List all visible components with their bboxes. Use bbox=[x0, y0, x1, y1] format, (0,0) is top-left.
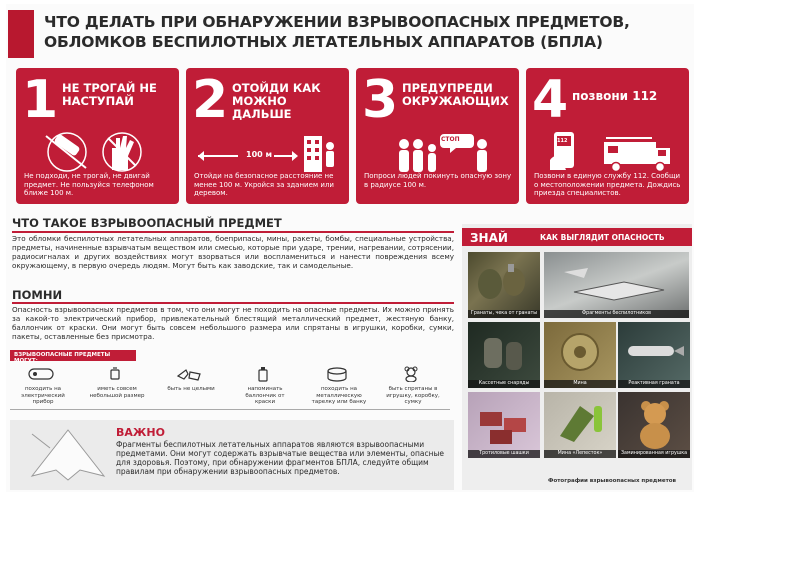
phone-number-label: 112 bbox=[557, 138, 568, 144]
no-touch-icon bbox=[24, 130, 171, 174]
thing-label: походить на металлическую тарелку или банку bbox=[311, 386, 367, 405]
device-icon bbox=[26, 366, 56, 382]
step-description: Попроси людей покинуть опасную зону в радиусе 100 м. bbox=[364, 172, 512, 189]
mine-icon bbox=[544, 322, 616, 388]
photo-caption: Реактивная граната bbox=[618, 380, 690, 388]
poster bbox=[6, 4, 694, 492]
section-divider bbox=[12, 231, 454, 233]
grenade-icon bbox=[468, 252, 540, 318]
step-card-1 bbox=[16, 68, 179, 204]
step-description: Отойди на безопасное расстояние не менее 100 м. Укройся за зданием или деревом. bbox=[194, 172, 334, 197]
step-number: 4 bbox=[532, 70, 569, 130]
photo-grenades bbox=[468, 252, 540, 318]
step-heading: ОТОЙДИ КАК МОЖНО ДАЛЬШЕ bbox=[232, 81, 321, 121]
step-heading: НЕ ТРОГАЙ НЕ НАСТУПАЙ bbox=[62, 81, 157, 108]
thing-item bbox=[88, 364, 146, 408]
broken-item-icon bbox=[174, 366, 204, 382]
thing-item bbox=[14, 364, 72, 408]
step-number: 2 bbox=[192, 70, 229, 130]
photo-mine bbox=[544, 322, 616, 388]
important-text: Фрагменты беспилотных летательных аппаратов являются взрывоопасными предметами. Они могут содержать взрывчатые вещества или элементы, опасные для здоровья. Поэтому, при обнаружении фрагментов БПЛА, следуйте общим правилам при обнаружении взрывоопасных предметов. bbox=[116, 440, 445, 476]
photo-caption: Мина bbox=[544, 380, 616, 388]
photo-caption: Гранаты, чека от гранаты bbox=[468, 310, 540, 318]
what-is-text: Это обломки беспилотных летательных аппаратов, боеприпасы, мины, ракеты, бомбы, специальные устройства, предметы, начиненные взрывчатым веществом или смесью, которые при ударе, трении, нагревании, сотрясении, радиосигналах и других воздействиях могут взорваться или воспламениться и нанести повреждения всему окружающему, в первую очередь людям. Могут быть как заводские, так и самодельные. bbox=[12, 234, 454, 270]
know-panel bbox=[462, 224, 692, 490]
step-number: 1 bbox=[22, 70, 59, 130]
thing-label: напоминать баллончик от краски bbox=[245, 386, 285, 405]
photo-rocket-grenade bbox=[618, 322, 690, 388]
step-card-2 bbox=[186, 68, 349, 204]
photo-caption: Заминированная игрушка bbox=[618, 450, 690, 458]
important-title: ВАЖНО bbox=[116, 426, 165, 439]
photo-caption: Кассетные снаряды bbox=[468, 380, 540, 388]
petal-mine-icon bbox=[544, 392, 616, 458]
thing-label: быть спрятаны в игрушку, коробку, сумку bbox=[386, 386, 440, 405]
people-warning-icon bbox=[364, 130, 511, 174]
what-is-title: ЧТО ТАКОЕ ВЗРЫВООПАСНЫЙ ПРЕДМЕТ bbox=[12, 216, 282, 230]
drone-fragment-icon bbox=[544, 252, 689, 318]
section-divider bbox=[12, 302, 454, 304]
tnt-block-icon bbox=[468, 392, 540, 458]
photo-caption: Фрагменты беспилотников bbox=[544, 310, 689, 318]
photos-footer-caption: Фотографии взрывоопасных предметов bbox=[548, 478, 677, 484]
spray-can-icon bbox=[248, 366, 278, 382]
distance-label: 100 м bbox=[246, 150, 273, 159]
photo-booby-trapped-toy bbox=[618, 392, 690, 458]
thing-label: иметь совсем небольшой размер bbox=[89, 386, 145, 399]
phone-fire-truck-icon bbox=[534, 130, 681, 174]
small-item-icon bbox=[100, 366, 130, 382]
photo-caption: Мина «Лепесток» bbox=[544, 450, 616, 458]
remember-title: ПОМНИ bbox=[12, 288, 63, 302]
drone-silhouette-icon bbox=[28, 426, 108, 484]
step-number: 3 bbox=[362, 70, 399, 130]
photo-drone-fragments bbox=[544, 252, 689, 318]
thing-item bbox=[384, 364, 442, 408]
teddy-bear-icon bbox=[618, 392, 690, 458]
thing-item bbox=[236, 364, 294, 408]
thing-label: быть не целыми bbox=[167, 386, 215, 392]
cluster-shell-icon bbox=[468, 322, 540, 388]
thing-label: походить на электрический прибор bbox=[21, 386, 65, 405]
know-header-bar bbox=[462, 228, 692, 246]
poster-title: ЧТО ДЕЛАТЬ ПРИ ОБНАРУЖЕНИИ ВЗРЫВООПАСНЫХ ПРЕДМЕТОВ, ОБЛОМКОВ БЕСПИЛОТНЫХ ЛЕТАТЕЛЬНЫХ АППАРАТОВ (БПЛА) bbox=[44, 13, 630, 51]
step-description: Не подходи, не трогай, не двигай предмет. Не пользуйся телефоном ближе 100 м. bbox=[24, 172, 154, 197]
photo-cluster-shells bbox=[468, 322, 540, 388]
things-row bbox=[10, 360, 450, 410]
step-description: Позвони в единую службу 112. Сообщи о местоположении предмета. Дождись приезда специалистов. bbox=[534, 172, 681, 197]
know-subtitle: КАК ВЫГЛЯДИТ ОПАСНОСТЬ bbox=[540, 233, 665, 242]
stop-bubble-label: СТОП bbox=[441, 136, 460, 143]
photo-petal-mine bbox=[544, 392, 616, 458]
remember-text: Опасность взрывоопасных предметов в том, что они могут не походить на опасные предметы. Их можно принять за какой-то электрический прибор, привлекательный блестящий металлический предмет, жестяную банку, баллончик от краски. Они могут быть совсем небольшого размера или спрятаны в игрушки, коробки, сумки, пакеты, оставленные без присмотра. bbox=[12, 305, 454, 341]
things-heading: ВЗРЫВООПАСНЫЕ ПРЕДМЕТЫ МОГУТ: bbox=[10, 350, 136, 361]
can-icon bbox=[322, 366, 352, 382]
photo-tnt-blocks bbox=[468, 392, 540, 458]
thing-item bbox=[310, 364, 368, 408]
photo-caption: Тротиловые шашки bbox=[468, 450, 540, 458]
teddy-bear-icon bbox=[396, 366, 426, 382]
step-card-3 bbox=[356, 68, 519, 204]
step-card-4 bbox=[526, 68, 689, 204]
thing-item bbox=[162, 364, 220, 408]
know-title: ЗНАЙ bbox=[470, 231, 508, 245]
rocket-grenade-icon bbox=[618, 322, 690, 388]
step-heading: ПРЕДУПРЕДИ ОКРУЖАЮЩИХ bbox=[402, 81, 509, 108]
important-box bbox=[10, 420, 454, 490]
header-accent-bar bbox=[8, 10, 34, 58]
step-heading: позвони 112 bbox=[572, 89, 658, 103]
